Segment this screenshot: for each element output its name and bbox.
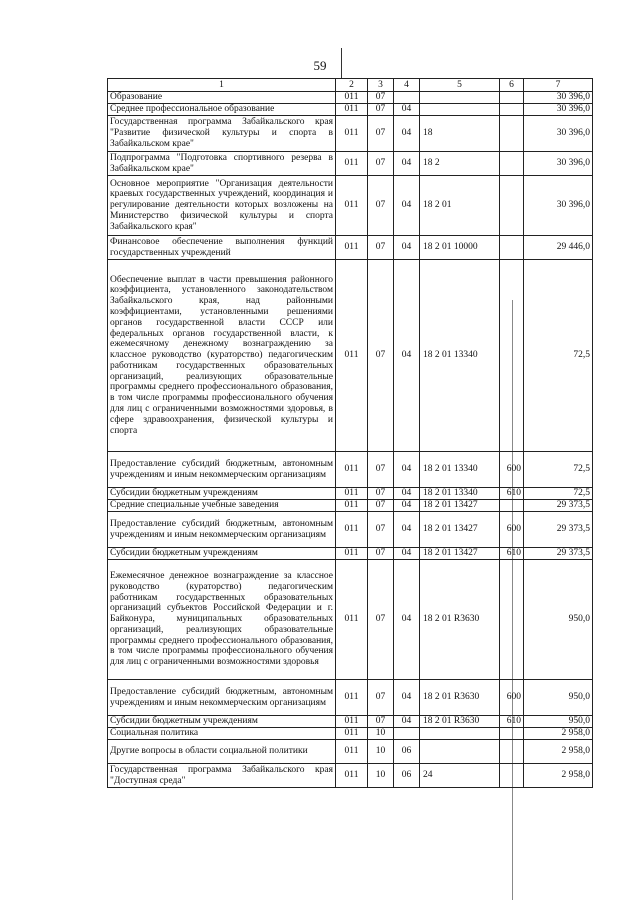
row-expense-type: [500, 116, 524, 152]
row-expense-type: 610: [500, 548, 524, 560]
row-name: Другие вопросы в области социальной политики: [108, 740, 336, 764]
row-subsection: 04: [394, 452, 420, 488]
table-row: [108, 560, 593, 680]
row-target-article: 18 2 01 R3630: [420, 680, 500, 716]
row-section: 07: [368, 560, 394, 680]
row-expense-type: [500, 176, 524, 236]
row-section: 10: [368, 764, 394, 788]
table-row: [108, 116, 593, 152]
row-amount: 30 396,0: [524, 152, 593, 176]
row-subsection: 04: [394, 560, 420, 680]
row-amount: 2 958,0: [524, 728, 593, 740]
budget-table: [107, 78, 593, 788]
row-name: Ежемесячное денежное вознаграждение за классное руководство (кураторство) педагогическим работникам государственных образовательных организаций субъектов Российской Федерации и г. Байконура, муниципальных образовательных организаций, реализующих образовательные программы среднего профессионального образования, в том числе программы профессионального обучения для лиц с ограниченными возможностями здоровья: [108, 560, 336, 680]
row-admin-code: 011: [336, 260, 368, 452]
row-expense-type: [500, 92, 524, 104]
row-expense-type: [500, 260, 524, 452]
table-row: [108, 176, 593, 236]
row-amount: 30 396,0: [524, 116, 593, 152]
row-amount: 72,5: [524, 452, 593, 488]
header-col-1: 1: [108, 79, 336, 92]
row-section: 07: [368, 500, 394, 512]
row-expense-type: [500, 500, 524, 512]
row-target-article: 18 2 01 R3630: [420, 716, 500, 728]
row-subsection: 04: [394, 512, 420, 548]
row-amount: 29 373,5: [524, 500, 593, 512]
row-expense-type: [500, 560, 524, 680]
row-amount: 30 396,0: [524, 92, 593, 104]
row-admin-code: 011: [336, 740, 368, 764]
row-section: 07: [368, 236, 394, 260]
row-subsection: 04: [394, 500, 420, 512]
row-target-article: 18 2 01: [420, 176, 500, 236]
row-expense-type: [500, 728, 524, 740]
row-subsection: 04: [394, 488, 420, 500]
header-col-6: 6: [500, 79, 524, 92]
row-expense-type: 600: [500, 680, 524, 716]
row-subsection: 06: [394, 740, 420, 764]
row-admin-code: 011: [336, 560, 368, 680]
row-target-article: 18 2 01 13427: [420, 512, 500, 548]
table-row: [108, 260, 593, 452]
row-name: Субсидии бюджетным учреждениям: [108, 716, 336, 728]
table-row: [108, 764, 593, 788]
table-row: [108, 716, 593, 728]
row-section: 07: [368, 152, 394, 176]
row-target-article: 18 2 01 13427: [420, 500, 500, 512]
header-col-5: 5: [420, 79, 500, 92]
row-admin-code: 011: [336, 500, 368, 512]
row-section: 07: [368, 488, 394, 500]
table-row: [108, 152, 593, 176]
row-expense-type: [500, 236, 524, 260]
row-expense-type: 610: [500, 716, 524, 728]
row-expense-type: [500, 740, 524, 764]
row-name: Образование: [108, 92, 336, 104]
table-row: [108, 488, 593, 500]
row-target-article: 18 2 01 13340: [420, 260, 500, 452]
row-subsection: 04: [394, 104, 420, 116]
row-target-article: 18 2 01 R3630: [420, 560, 500, 680]
row-subsection: 04: [394, 548, 420, 560]
row-name: Основное мероприятие "Организация деятельности краевых государственных учреждений, координация и регулирование деятельности которых возложены на Министерство физической культуры и спорта Забайкальского края": [108, 176, 336, 236]
row-amount: 950,0: [524, 560, 593, 680]
row-section: 07: [368, 452, 394, 488]
row-name: Предоставление субсидий бюджетным, автономным учреждениям и иным некоммерческим организациям: [108, 512, 336, 548]
row-admin-code: 011: [336, 116, 368, 152]
table-row: [108, 740, 593, 764]
row-admin-code: 011: [336, 716, 368, 728]
row-amount: 72,5: [524, 260, 593, 452]
row-subsection: 04: [394, 716, 420, 728]
row-subsection: [394, 92, 420, 104]
row-amount: 72,5: [524, 488, 593, 500]
header-col-2: 2: [336, 79, 368, 92]
row-amount: 29 373,5: [524, 548, 593, 560]
row-target-article: 18 2 01 10000: [420, 236, 500, 260]
row-target-article: [420, 92, 500, 104]
row-amount: 2 958,0: [524, 740, 593, 764]
row-name: Предоставление субсидий бюджетным, автономным учреждениям и иным некоммерческим организациям: [108, 452, 336, 488]
table-row: [108, 512, 593, 548]
row-subsection: 04: [394, 152, 420, 176]
row-admin-code: 011: [336, 512, 368, 548]
row-admin-code: 011: [336, 764, 368, 788]
row-amount: 30 396,0: [524, 104, 593, 116]
row-target-article: [420, 728, 500, 740]
row-section: 07: [368, 548, 394, 560]
row-name: Субсидии бюджетным учреждениям: [108, 548, 336, 560]
row-name: Подпрограмма "Подготовка спортивного резерва в Забайкальском крае": [108, 152, 336, 176]
table-row: [108, 548, 593, 560]
row-expense-type: 600: [500, 452, 524, 488]
row-admin-code: 011: [336, 728, 368, 740]
row-target-article: 18 2 01 13340: [420, 488, 500, 500]
row-section: 10: [368, 740, 394, 764]
row-subsection: 06: [394, 764, 420, 788]
row-amount: 950,0: [524, 716, 593, 728]
scan-line-top: [341, 48, 342, 78]
row-section: 07: [368, 512, 394, 548]
row-name: Социальная политика: [108, 728, 336, 740]
row-target-article: [420, 104, 500, 116]
table-row: [108, 452, 593, 488]
row-admin-code: 011: [336, 92, 368, 104]
row-admin-code: 011: [336, 152, 368, 176]
row-section: 07: [368, 92, 394, 104]
table-row: [108, 92, 593, 104]
table-row: [108, 104, 593, 116]
row-subsection: 04: [394, 236, 420, 260]
row-amount: 29 446,0: [524, 236, 593, 260]
table-row: [108, 728, 593, 740]
row-expense-type: 600: [500, 512, 524, 548]
row-target-article: [420, 740, 500, 764]
row-section: 07: [368, 680, 394, 716]
row-subsection: 04: [394, 680, 420, 716]
row-name: Субсидии бюджетным учреждениям: [108, 488, 336, 500]
row-amount: 950,0: [524, 680, 593, 716]
table-row: [108, 236, 593, 260]
row-expense-type: [500, 764, 524, 788]
row-target-article: 24: [420, 764, 500, 788]
row-admin-code: 011: [336, 452, 368, 488]
row-expense-type: [500, 104, 524, 116]
row-subsection: 04: [394, 176, 420, 236]
row-name: Предоставление субсидий бюджетным, автономным учреждениям и иным некоммерческим организациям: [108, 680, 336, 716]
row-amount: 30 396,0: [524, 176, 593, 236]
row-admin-code: 011: [336, 176, 368, 236]
row-name: Обеспечение выплат в части превышения районного коэффициента, установленного законодательством Забайкальского края, над районными коэффициентами, установленными решениями органов государственной власти СССР или федеральных органов государственной власти, к ежемесячному денежному вознаграждению за классное руководство (кураторство) педагогическим работникам государственных образовательных организаций, реализующих образовательные программы среднего профессионального образования, в том числе программы профессионального обучения для лиц с ограниченными возможностями здоровья, в сфере здравоохранения, физической культуры и спорта: [108, 260, 336, 452]
table-row: [108, 500, 593, 512]
row-section: 07: [368, 716, 394, 728]
page-number: 59: [313, 58, 327, 73]
row-target-article: 18 2 01 13340: [420, 452, 500, 488]
row-admin-code: 011: [336, 548, 368, 560]
row-section: 07: [368, 104, 394, 116]
row-admin-code: 011: [336, 104, 368, 116]
row-section: 07: [368, 260, 394, 452]
row-name: Государственная программа Забайкальского края "Развитие физической культуры и спорта в Забайкальском крае": [108, 116, 336, 152]
row-target-article: 18: [420, 116, 500, 152]
row-amount: 2 958,0: [524, 764, 593, 788]
row-expense-type: 610: [500, 488, 524, 500]
row-name: Государственная программа Забайкальского края "Доступная среда": [108, 764, 336, 788]
row-admin-code: 011: [336, 488, 368, 500]
row-admin-code: 011: [336, 236, 368, 260]
row-section: 07: [368, 116, 394, 152]
row-name: Среднее профессиональное образование: [108, 104, 336, 116]
row-expense-type: [500, 152, 524, 176]
row-amount: 29 373,5: [524, 512, 593, 548]
table-header-row: [108, 79, 593, 92]
table-row: [108, 680, 593, 716]
row-target-article: 18 2: [420, 152, 500, 176]
row-section: 07: [368, 176, 394, 236]
row-subsection: [394, 728, 420, 740]
row-section: 10: [368, 728, 394, 740]
row-admin-code: 011: [336, 680, 368, 716]
header-col-3: 3: [368, 79, 394, 92]
row-target-article: 18 2 01 13427: [420, 548, 500, 560]
row-name: Средние специальные учебные заведения: [108, 500, 336, 512]
header-col-7: 7: [524, 79, 593, 92]
header-col-4: 4: [394, 79, 420, 92]
row-subsection: 04: [394, 116, 420, 152]
row-name: Финансовое обеспечение выполнения функций государственных учреждений: [108, 236, 336, 260]
row-subsection: 04: [394, 260, 420, 452]
